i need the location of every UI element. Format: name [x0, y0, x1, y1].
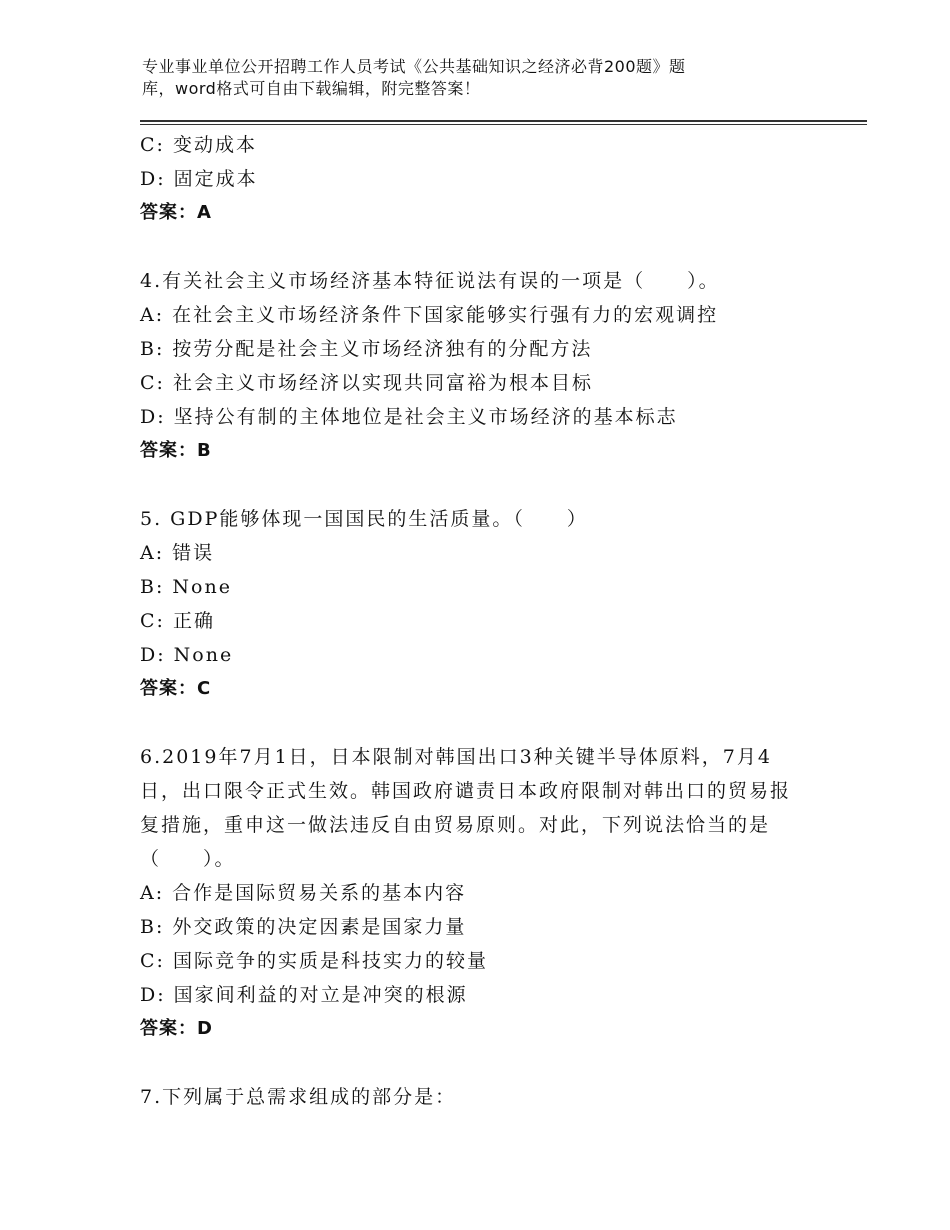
option-c: C: 正确	[140, 610, 215, 632]
answer-label: 答案：D	[140, 1018, 213, 1039]
spacer	[140, 468, 820, 502]
option-a: A: 错误	[140, 542, 215, 564]
document-body	[140, 128, 820, 1114]
header-line-2: 库，word格式可自由下载编辑，附完整答案！	[142, 79, 481, 98]
question-stem: 6.2019年7月1日，日本限制对韩国出口3种关键半导体原料，7月4日，出口限令正式生效。韩国政府谴责日本政府限制对韩出口的贸易报复措施，重申这一做法违反自由贸易原则。对此，下列说法恰当的是（ ）。	[140, 746, 792, 870]
answer-label: 答案：A	[140, 202, 212, 223]
question-5	[140, 502, 820, 706]
option-b: B: 外交政策的决定因素是国家力量	[140, 916, 467, 938]
option-d: D: None	[140, 644, 234, 666]
header-rule-thick	[140, 120, 867, 122]
question-stem: 4.有关社会主义市场经济基本特征说法有误的一项是（ ）。	[140, 270, 720, 292]
header-line-1: 专业事业单位公开招聘工作人员考试《公共基础知识之经济必背200题》题	[142, 57, 686, 76]
answer-label: 答案：C	[140, 678, 212, 699]
header-rule-thin	[140, 124, 867, 125]
spacer	[140, 706, 820, 740]
question-6	[140, 740, 820, 1046]
option-d: D: 坚持公有制的主体地位是社会主义市场经济的基本标志	[140, 406, 678, 428]
question-stem: 5. GDP能够体现一国国民的生活质量。（ ）	[140, 508, 588, 530]
answer-label: 答案：B	[140, 440, 212, 461]
option-b: B: 按劳分配是社会主义市场经济独有的分配方法	[140, 338, 593, 360]
question-4	[140, 264, 820, 468]
spacer	[140, 230, 820, 264]
option-d: D: 固定成本	[140, 168, 258, 190]
document-header	[142, 56, 782, 100]
option-d: D: 国家间利益的对立是冲突的根源	[140, 984, 468, 1006]
option-c: C: 变动成本	[140, 134, 257, 156]
spacer	[140, 1046, 820, 1080]
option-c: C: 社会主义市场经济以实现共同富裕为根本目标	[140, 372, 593, 394]
option-a: A: 合作是国际贸易关系的基本内容	[140, 882, 467, 904]
question-stem: 7.下列属于总需求组成的部分是：	[140, 1086, 457, 1108]
option-c: C: 国际竞争的实质是科技实力的较量	[140, 950, 488, 972]
question-7	[140, 1080, 820, 1114]
carry-over-block	[140, 128, 820, 230]
option-a: A: 在社会主义市场经济条件下国家能够实行强有力的宏观调控	[140, 304, 719, 326]
option-b: B: None	[140, 576, 232, 598]
